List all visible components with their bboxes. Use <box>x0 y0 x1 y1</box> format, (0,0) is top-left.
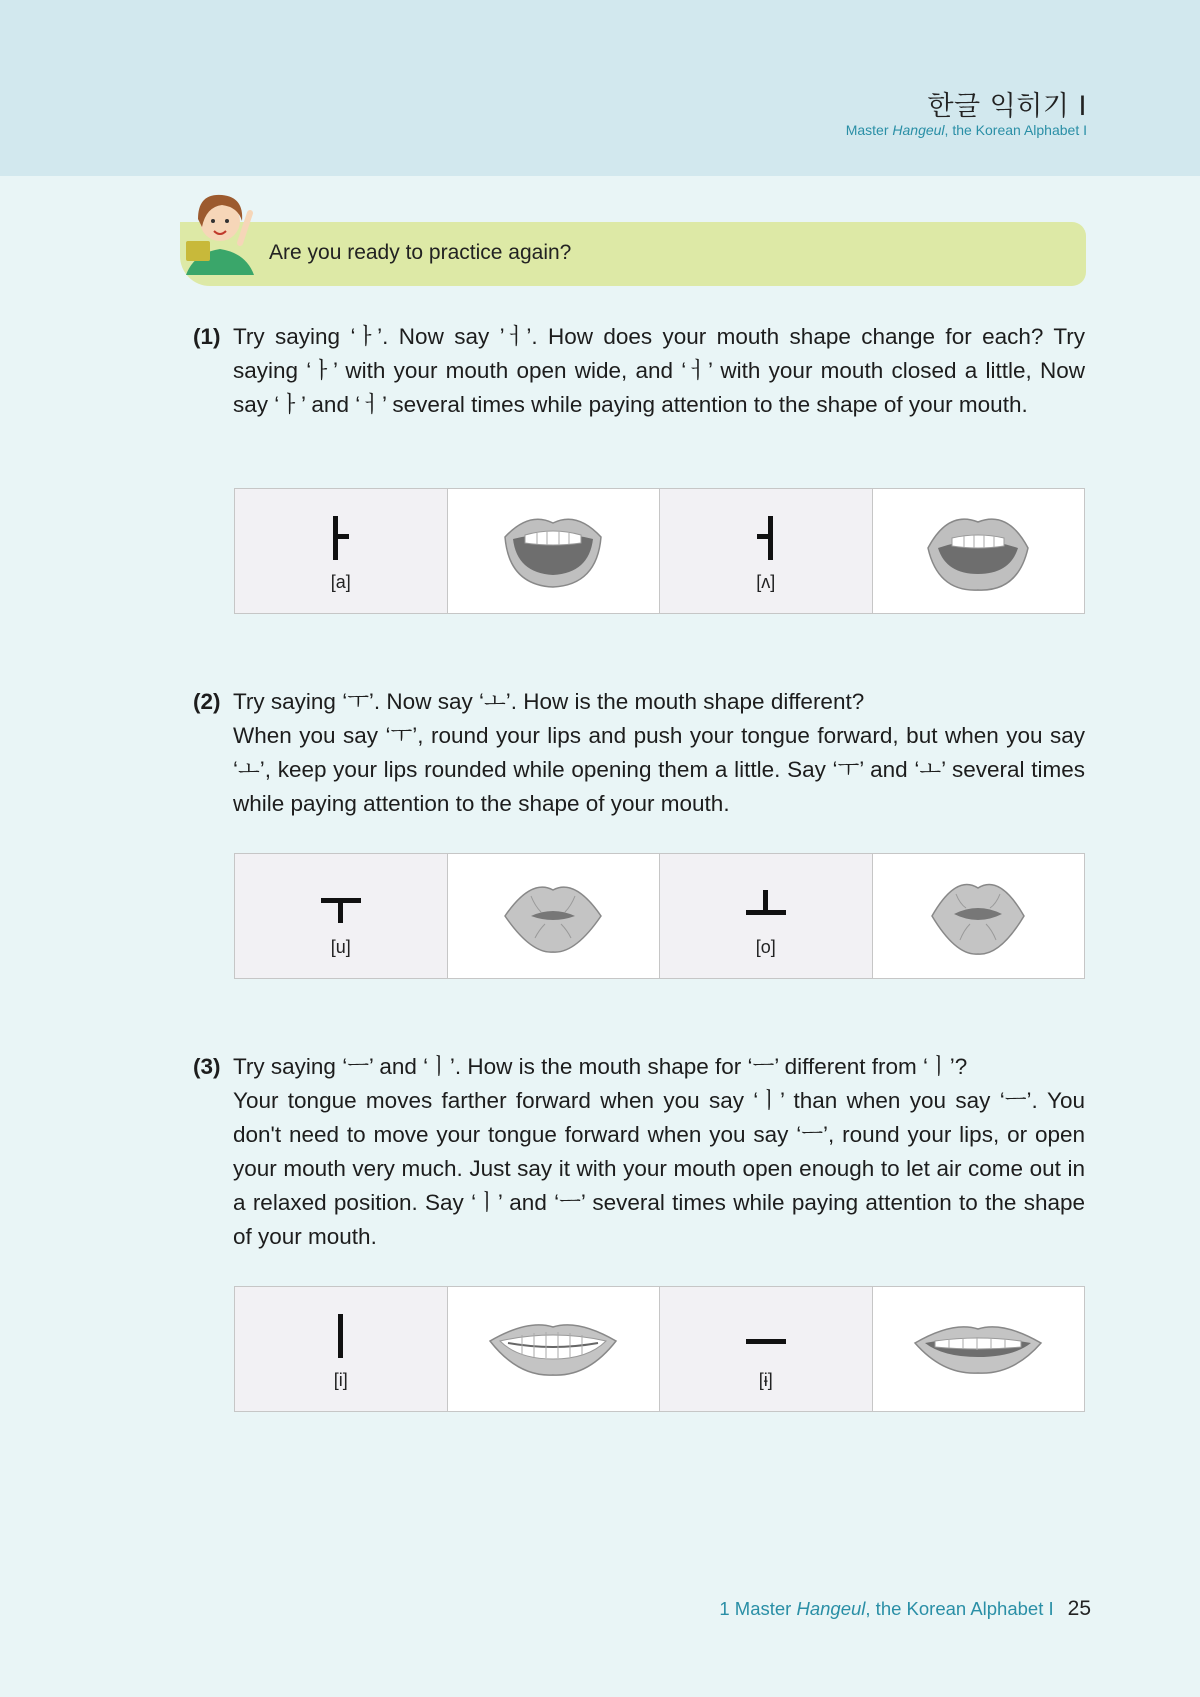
vowel-eu-glyph <box>741 1311 791 1361</box>
question-2 <box>193 685 1085 821</box>
vowel-o-glyph <box>741 878 791 928</box>
vowel-cell-u <box>235 854 448 978</box>
chapter-title: 한글 익히기 I <box>927 91 1087 122</box>
mouth-relaxed-spread-icon <box>913 1321 1043 1377</box>
mouth-cell-i <box>448 1287 661 1411</box>
teacher-avatar-icon <box>180 183 264 279</box>
question-number: (2) <box>193 689 221 714</box>
vowel-u-glyph <box>316 878 366 928</box>
question-1 <box>193 320 1085 422</box>
mouth-cell-a <box>448 489 661 613</box>
question-text: Try saying ‘ㅡ’ and ‘ㅣ’. How is the mouth shape for ‘ㅡ’ different from ‘ㅣ’? <box>233 1054 968 1079</box>
mouth-cell-eo <box>873 489 1085 613</box>
question-text: Try saying ‘ㅜ’. Now say ‘ㅗ’. How is the mouth shape different? <box>233 689 865 714</box>
mouth-rounded-pucker-icon <box>501 876 605 956</box>
mouth-smile-spread-icon <box>488 1319 618 1379</box>
mouth-cell-eu <box>873 1287 1085 1411</box>
vowel-cell-eo <box>660 489 873 613</box>
romanization: [ɨ] <box>758 1370 773 1390</box>
vowel-i-glyph <box>321 1311 361 1361</box>
mouth-cell-u <box>448 854 661 978</box>
chapter-subtitle <box>846 122 1087 138</box>
subtitle-suffix: , the Korean Alphabet I <box>944 122 1087 138</box>
mouth-open-wide-icon <box>501 511 605 591</box>
mouth-half-open-icon <box>926 508 1030 594</box>
romanization: [i] <box>333 1370 348 1390</box>
vowel-a-glyph <box>321 513 361 563</box>
vowel-table-2 <box>234 853 1085 979</box>
mouth-rounded-open-icon <box>926 874 1030 958</box>
question-text: Try saying ‘ㅏ’. Now say ’ㅓ’. How does your mouth shape change for each? Try saying ‘ㅏ’ with your mouth open wide, and ‘ㅓ’ with your mouth closed a little, Now say ‘ㅏ’ and ‘ㅓ’ several times while paying attention to the shape of your mouth. <box>233 324 1085 417</box>
romanization: [ʌ] <box>756 572 776 592</box>
question-text: When you say ‘ㅜ’, round your lips and push your tongue forward, but when you say ‘ㅗ’, keep your lips rounded while opening them a little. Say ‘ㅜ’ and ‘ㅗ’ several times while paying attention to the shape of your mouth. <box>233 723 1085 816</box>
vowel-cell-eu <box>660 1287 873 1411</box>
vowel-table-3 <box>234 1286 1085 1412</box>
vowel-cell-i <box>235 1287 448 1411</box>
subtitle-italic: Hangeul <box>892 122 945 138</box>
mouth-cell-o <box>873 854 1085 978</box>
page-footer <box>719 1597 1091 1621</box>
vowel-cell-a <box>235 489 448 613</box>
banner-text: Are you ready to practice again? <box>269 241 572 264</box>
page-number: 25 <box>1067 1597 1091 1620</box>
subtitle-prefix: Master <box>845 122 893 138</box>
vowel-table-1 <box>234 488 1085 614</box>
romanization: [u] <box>330 937 351 957</box>
footer-prefix: 1 Master <box>719 1598 797 1619</box>
question-number: (1) <box>193 324 221 349</box>
footer-suffix: , the Korean Alphabet I <box>865 1598 1054 1619</box>
footer-italic: Hangeul <box>796 1598 866 1619</box>
vowel-cell-o <box>660 854 873 978</box>
question-text: Your tongue moves farther forward when you say ‘ㅣ’ than when you say ‘ㅡ’. You don't need to move your tongue forward when you say ‘ㅡ’, round your lips, or open your mouth very much. Just say it with your mouth open enough to let air come out in a relaxed position. Say ‘ㅣ’ and ‘ㅡ’ several times while paying attention to the shape of your mouth. <box>233 1088 1085 1249</box>
question-3 <box>193 1050 1085 1254</box>
vowel-eo-glyph <box>746 513 786 563</box>
romanization: [o] <box>755 937 776 957</box>
romanization: [a] <box>330 572 351 592</box>
question-number: (3) <box>193 1054 221 1079</box>
